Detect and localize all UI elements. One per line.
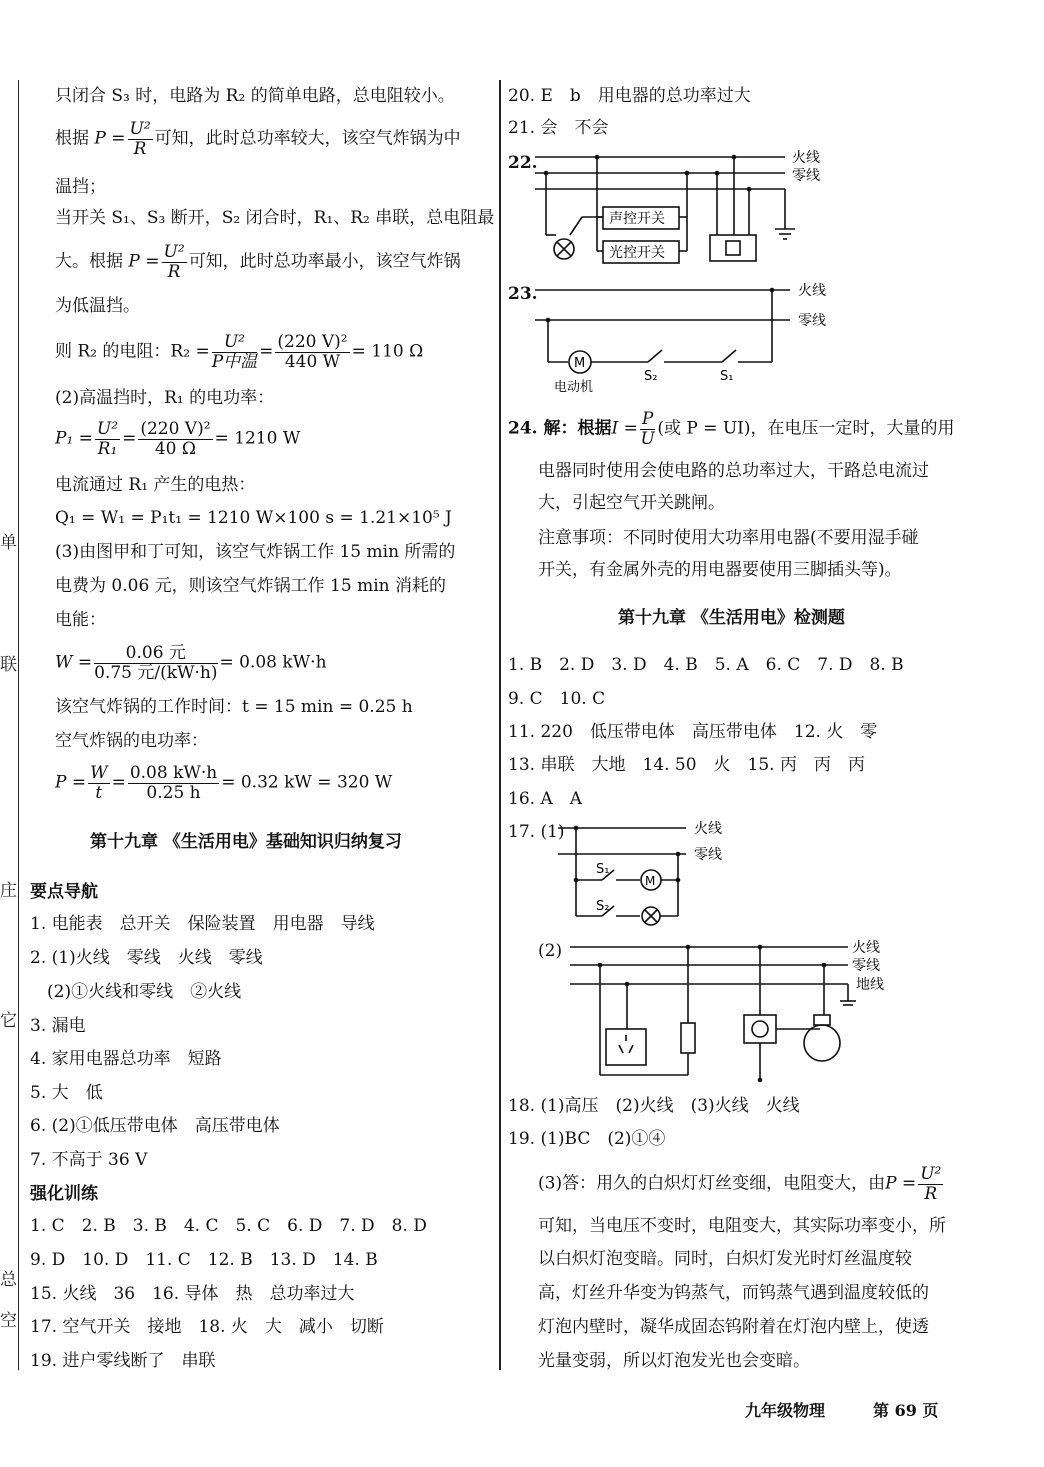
subheading: 要点导航 <box>30 882 98 902</box>
text-line: 可知，当电压不变时，电阻变大，其实际功率变小，所 <box>538 1216 946 1236</box>
answer-line: 11. 220 低压带电体 高压带电体 12. 火 零 <box>508 722 878 742</box>
text: 可知，此时总功率最小，该空气炸锅 <box>188 251 461 272</box>
text-line: 当开关 S₁、S₃ 断开，S₂ 闭合时，R₁、R₂ 串联，总电阻最 <box>55 208 495 228</box>
edge-char: 它 <box>0 1011 17 1031</box>
numerator: U² <box>920 1164 942 1184</box>
answer-line: 4. 家用电器总功率 短路 <box>30 1049 222 1069</box>
fraction <box>94 644 217 682</box>
answer-line: 16. A A <box>508 789 582 809</box>
text-line: 大，引起空气开关跳闸。 <box>538 493 725 513</box>
denominator: R₁ <box>97 438 118 459</box>
text: = <box>259 341 274 362</box>
formula-line-p1 <box>55 420 300 458</box>
text-line: 电费为 0.06 元，则该空气炸锅工作 15 min 消耗的 <box>55 576 447 596</box>
fraction <box>128 120 153 158</box>
text-line: 以白炽灯泡变暗。同时，白炽灯发光时灯丝温度较 <box>538 1249 912 1269</box>
text: = 0.32 kW = 320 W <box>221 772 393 793</box>
numerator: U² <box>163 242 185 262</box>
label-live: 火线 <box>792 150 820 166</box>
text: W = <box>55 652 93 673</box>
text: = 110 Ω <box>351 341 424 362</box>
fraction <box>212 333 257 371</box>
text: P₁ = <box>55 428 93 449</box>
answer-line: 17. 空气开关 接地 18. 火 大 减小 切断 <box>30 1317 384 1337</box>
right-column <box>500 0 1044 1467</box>
label-light-switch: 光控开关 <box>609 245 665 261</box>
label-s1: S₁ <box>720 369 734 384</box>
answer-line: 3. 漏电 <box>30 1016 86 1036</box>
answer-line: 5. 大 低 <box>30 1083 103 1103</box>
text: 则 R₂ 的电阻：R₂ = <box>55 341 210 362</box>
formula-line <box>55 120 461 158</box>
bulb-icon <box>804 1025 840 1061</box>
answer-line: 17. (1) <box>508 822 565 842</box>
text: I = <box>611 418 638 439</box>
label-s2: S₂ <box>596 899 610 914</box>
text-line: 空气炸锅的电功率： <box>55 731 208 751</box>
fraction <box>95 420 120 458</box>
denominator: U <box>640 428 655 449</box>
socket-icon <box>710 235 756 261</box>
text-line: 电能： <box>55 610 106 630</box>
answer-line: 7. 不高于 36 V <box>30 1150 148 1170</box>
formula-line-pw <box>55 764 392 802</box>
answer-line: 20. E b 用电器的总功率过大 <box>508 86 751 106</box>
text-line: 光量变弱，所以灯泡发光也会变暗。 <box>538 1351 810 1371</box>
fraction <box>275 333 349 371</box>
fuse-icon <box>681 1023 695 1053</box>
section-title: 第十九章 《生活用电》基础知识归纳复习 <box>90 832 402 852</box>
denominator: R <box>133 138 147 159</box>
answer-line: 6. (2)①低压带电体 高压带电体 <box>30 1116 280 1136</box>
label-live: 火线 <box>798 283 826 299</box>
text-line: 开关，有金属外壳的用电器要使用三脚插头等)。 <box>538 560 902 580</box>
label-live: 火线 <box>852 940 880 956</box>
motor-symbol: M <box>574 356 586 371</box>
edge-char: 空 <box>0 1311 17 1331</box>
text: = 1210 W <box>214 428 301 449</box>
answer-line: 1. B 2. D 3. D 4. B 5. A 6. C 7. D 8. B <box>508 655 904 675</box>
text-line: (3)由图甲和丁可知，该空气炸锅工作 15 min 所需的 <box>55 542 456 562</box>
denominator: t <box>95 782 103 803</box>
fraction <box>162 243 187 281</box>
text-line: 电流通过 R₁ 产生的电热： <box>55 475 256 495</box>
formula-line-19 <box>538 1165 945 1203</box>
label-s2: S₂ <box>644 369 658 384</box>
answer-line: 2. (1)火线 零线 火线 零线 <box>30 948 263 968</box>
text: 大。根据 <box>55 251 123 272</box>
answer-line: 18. (1)高压 (2)火线 (3)火线 火线 <box>508 1096 800 1116</box>
text-line: 高，灯丝升华变为钨蒸气，而钨蒸气遇到温度较低的 <box>538 1283 929 1303</box>
denominator: 0.75 元/(kW·h) <box>94 662 218 683</box>
text: P = <box>885 1173 917 1194</box>
circuit-diagram-22 <box>530 145 850 275</box>
text-line: 该空气炸锅的工作时间：t = 15 min = 0.25 h <box>55 697 413 717</box>
text-line: 电器同时使用会使电路的总功率过大，干路总电流过 <box>538 461 929 481</box>
formula-line-24 <box>508 410 955 448</box>
fraction <box>640 410 655 448</box>
answer-line: (2)①火线和零线 ②火线 <box>30 982 242 1002</box>
numerator: (220 V)² <box>140 419 211 439</box>
answer-line: 9. C 10. C <box>508 689 606 709</box>
text: (3)答：用久的白炽灯灯丝变细，电阻变大，由 <box>538 1173 886 1194</box>
text-line: 温挡； <box>55 177 106 197</box>
answer-line: 19. 进户零线断了 串联 <box>30 1351 216 1371</box>
numerator: U² <box>212 333 257 353</box>
text: = 0.08 kW·h <box>219 652 327 673</box>
text: 可知，此时总功率较大，该空气炸锅为中 <box>154 128 461 149</box>
label-sound-switch: 声控开关 <box>609 211 665 227</box>
numerator: P <box>641 409 654 429</box>
formula-p: P = <box>128 251 160 272</box>
edge-char: 庄 <box>0 881 17 901</box>
fraction <box>918 1165 943 1203</box>
circuit-diagram-17-2 <box>570 935 900 1085</box>
text: (或 P = UI)，在电压一定时，大量的用 <box>657 418 955 439</box>
left-column <box>0 0 498 1467</box>
label-neutral: 零线 <box>852 958 880 974</box>
answer-line: 19. (1)BC (2)①④ <box>508 1129 666 1149</box>
formula-p: P = <box>94 128 126 149</box>
text-line: Q₁ = W₁ = P₁t₁ = 1210 W×100 s = 1.21×10⁵ J <box>55 508 452 528</box>
answer-line: 9. D 10. D 11. C 12. B 13. D 14. B <box>30 1250 378 1270</box>
denominator: 0.25 h <box>146 782 201 803</box>
denominator: R <box>924 1183 938 1204</box>
numerator: W <box>90 763 108 783</box>
label-neutral: 零线 <box>792 168 820 184</box>
circuit-diagram-23 <box>530 280 850 395</box>
text-line: 灯泡内壁时，凝华成固态钨附着在灯泡内壁上，使透 <box>538 1317 929 1337</box>
answer-line: 21. 会 不会 <box>508 118 609 138</box>
answer-line: 15. 火线 36 16. 导体 热 总功率过大 <box>30 1284 355 1304</box>
fraction <box>128 764 219 802</box>
text: = <box>111 772 126 793</box>
formula-line-w <box>55 644 327 682</box>
footer-subject: 九年级物理 <box>745 1401 826 1420</box>
answer-line: 1. C 2. B 3. B 4. C 5. C 6. D 7. D 8. D <box>30 1216 427 1236</box>
text: 根据 <box>55 128 89 149</box>
formula-line-r2 <box>55 333 423 371</box>
answer-line: 1. 电能表 总开关 保险装置 用电器 导线 <box>30 914 375 934</box>
motor-symbol: M <box>645 874 656 888</box>
switch-box-icon <box>744 1015 776 1043</box>
label-neutral: 零线 <box>694 847 722 863</box>
numerator: (220 V)² <box>277 332 348 352</box>
numerator: 0.08 kW·h <box>129 763 218 783</box>
text-line: 注意事项：不同时使用大功率用电器(不要用湿手碰 <box>538 528 919 548</box>
edge-char: 单 <box>0 533 17 553</box>
subheading: 强化训练 <box>30 1184 98 1204</box>
text-line: 为低温挡。 <box>55 296 140 316</box>
label-motor: 电动机 <box>554 380 594 395</box>
section-title: 第十九章 《生活用电》检测题 <box>618 608 845 628</box>
text-line: (2)高温挡时，R₁ 的电功率： <box>55 388 275 408</box>
text: = <box>122 428 137 449</box>
denominator: R <box>167 261 181 282</box>
answer-line: 13. 串联 大地 14. 50 火 15. 丙 丙 丙 <box>508 755 865 775</box>
fraction <box>88 764 109 802</box>
label-ground: 地线 <box>856 977 884 993</box>
text-line: 只闭合 S₃ 时，电路为 R₂ 的简单电路，总电阻较小。 <box>55 86 455 106</box>
label-live: 火线 <box>694 821 722 837</box>
answer-line: (2) <box>538 941 563 961</box>
denominator: 440 W <box>284 351 341 372</box>
footer-page-number: 第 69 页 <box>873 1401 939 1420</box>
label-s1: S₁ <box>596 862 610 877</box>
label-neutral: 零线 <box>798 313 826 329</box>
text: P = <box>55 772 87 793</box>
circuit-diagram-17-1 <box>558 818 748 928</box>
answer-number: 22. <box>508 153 538 173</box>
fraction <box>138 420 212 458</box>
answer-number: 23. <box>508 284 538 304</box>
numerator: U² <box>129 119 151 139</box>
edge-char: 总 <box>0 1270 17 1290</box>
denominator: P中温 <box>211 351 258 372</box>
numerator: 0.06 元 <box>94 644 217 664</box>
formula-line <box>55 243 461 281</box>
numerator: U² <box>96 419 119 439</box>
socket-icon <box>606 1029 646 1065</box>
edge-char: 联 <box>0 655 17 675</box>
text: 24. 解：根据 <box>508 418 612 439</box>
denominator: 40 Ω <box>154 438 196 459</box>
